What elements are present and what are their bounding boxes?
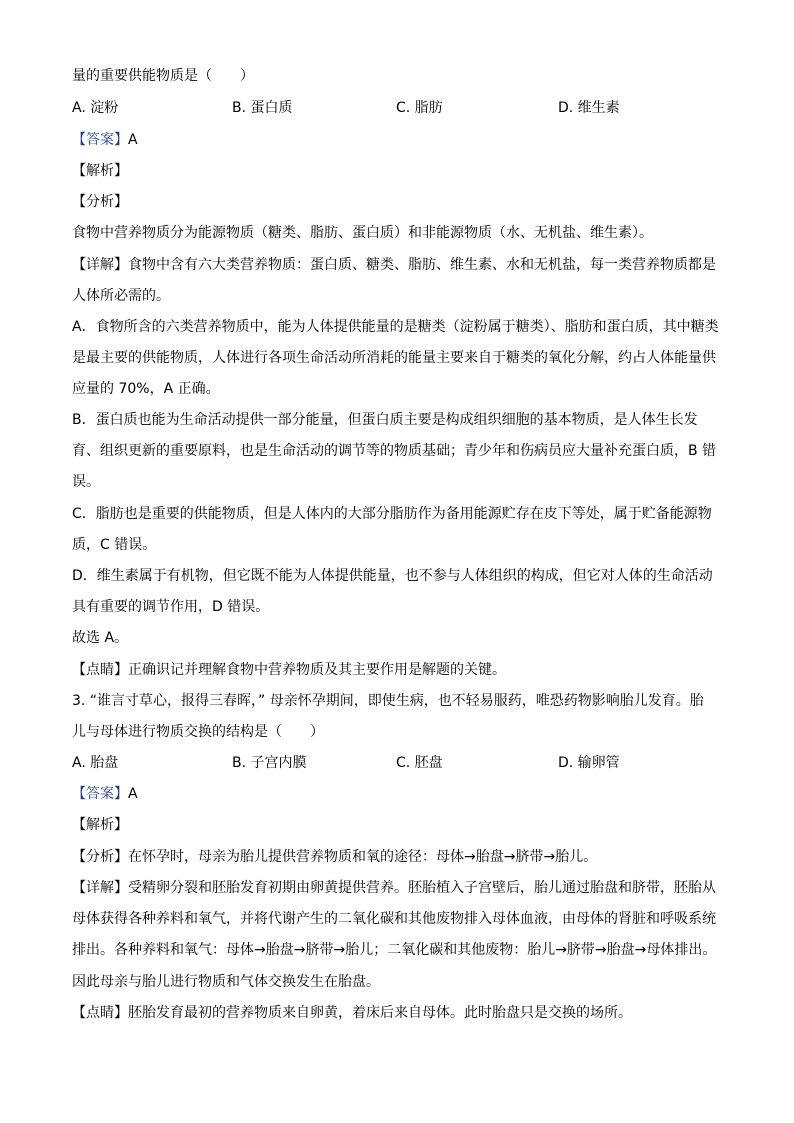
q2-expl-a-1: A．食物所含的六类营养物质中，能为人体提供能量的是糖类（淀粉属于糖类）、脂肪和蛋白质，其中糖类	[72, 319, 719, 335]
q2-expl-c-1: C．脂肪也是重要的供能物质，但是人体内的大部分脂肪作为备用能源贮存在皮下等处，属于贮备能源物	[72, 506, 712, 522]
q2-answer	[72, 130, 732, 150]
q3-option-a: A. 胎盘	[72, 755, 119, 771]
q2-expl-a-3: 应量的 70%，A 正确。	[72, 381, 220, 397]
q3-option-c: C. 胚盘	[396, 755, 443, 771]
q2-fenxi-text: 食物中营养物质分为能源物质（糖类、脂肪、蛋白质）和非能源物质（水、无机盐、维生素）。	[72, 225, 653, 241]
answer-label: 【答案】	[72, 786, 128, 802]
dianjing-text: 胚胎发育最初的营养物质来自卵黄，着床后来自母体。此时胎盘只是交换的场所。	[128, 1005, 632, 1021]
q2-option-b: B. 蛋白质	[232, 100, 293, 116]
q3-stem-1: 3. “谁言寸草心，报得三春晖，” 母亲怀孕期间，即使生病，也不轻易服药，唯恐药物影响胎儿发育。胎	[72, 693, 704, 709]
q2-expl-a-2: 是最主要的供能物质，人体进行各项生命活动所消耗的能量主要来自于糖类的氧化分解，约占人体能量供	[72, 350, 716, 366]
xiangjie-text: 食物中含有六大类营养物质：蛋白质、糖类、脂肪、维生素、水和无机盐，每一类营养物质都是	[128, 257, 716, 273]
q2-expl-b-3: 误。	[72, 474, 100, 490]
q3-option-b: B. 子宫内膜	[232, 755, 307, 771]
q3-answer	[72, 784, 732, 804]
q3-xiangjie-cont-3: 因此母亲与胎儿进行物质和气体交换发生在胎盘。	[72, 974, 380, 990]
q3-xiangjie-cont-2: 排出。各种养料和氧气：母体→胎盘→脐带→胎儿；二氧化碳和其他废物：胎儿→脐带→胎盘→母体排出。	[72, 942, 717, 958]
q2-xiangjie-line	[72, 255, 732, 275]
q2-expl-b-2: 育、组织更新的重要原料，也是生命活动的调节等的物质基础；青少年和伤病员应大量补充蛋白质，B 错	[72, 443, 717, 459]
answer-label: 【答案】	[72, 132, 128, 148]
q2-options	[72, 98, 722, 118]
q3-xiangjie-line	[72, 878, 732, 898]
q2-expl-d-1: D．维生素属于有机物，但它既不能为人体提供能量，也不参与人体组织的构成，但它对人体的生命活动	[72, 568, 713, 584]
q2-option-c: C. 脂肪	[396, 100, 443, 116]
q3-dianjing	[72, 1003, 732, 1023]
q2-conclusion: 故选 A。	[72, 630, 129, 646]
xiangjie-label: 【详解】	[72, 257, 128, 273]
dianjing-label: 【点睛】	[72, 1005, 128, 1021]
q2-stem-tail: 量的重要供能物质是（ ）	[72, 68, 254, 84]
q3-fenxi	[72, 847, 732, 867]
q2-expl-d-2: 具有重要的调节作用，D 错误。	[72, 599, 270, 615]
answer-value: A	[128, 786, 138, 802]
q2-fenxi-label: 【分析】	[72, 194, 128, 210]
q3-option-d: D. 输卵管	[558, 755, 620, 771]
q3-analysis-label: 【解析】	[72, 817, 128, 833]
q2-analysis-label: 【解析】	[72, 163, 128, 179]
xiangjie-text: 受精卵分裂和胚胎发育初期由卵黄提供营养。胚胎植入子宫壁后，胎儿通过胎盘和脐带，胚胎从	[128, 880, 716, 896]
q2-dianjing	[72, 660, 732, 680]
q3-options	[72, 753, 722, 773]
q3-stem-2: 儿与母体进行物质交换的结构是（ ）	[72, 724, 324, 740]
q2-option-d: D. 维生素	[558, 100, 620, 116]
fenxi-label: 【分析】	[72, 849, 128, 865]
q2-option-a: A. 淀粉	[72, 100, 119, 116]
xiangjie-label: 【详解】	[72, 880, 128, 896]
fenxi-text: 在怀孕时，母亲为胎儿提供营养物质和氧的途径：母体→胎盘→脐带→胎儿。	[128, 849, 598, 865]
q2-xiangjie-cont: 人体所必需的。	[72, 288, 170, 304]
dianjing-label: 【点睛】	[72, 662, 128, 678]
dianjing-text: 正确识记并理解食物中营养物质及其主要作用是解题的关键。	[128, 662, 506, 678]
q2-expl-b-1: B．蛋白质也能为生命活动提供一部分能量，但蛋白质主要是构成组织细胞的基本物质，是人体生长发	[72, 412, 698, 428]
answer-value: A	[128, 132, 138, 148]
q3-xiangjie-cont-1: 母体获得各种养料和氧气，并将代谢产生的二氧化碳和其他废物排入母体血液，由母体的肾脏和呼吸系统	[72, 911, 716, 927]
q2-expl-c-2: 质，C 错误。	[72, 537, 157, 553]
